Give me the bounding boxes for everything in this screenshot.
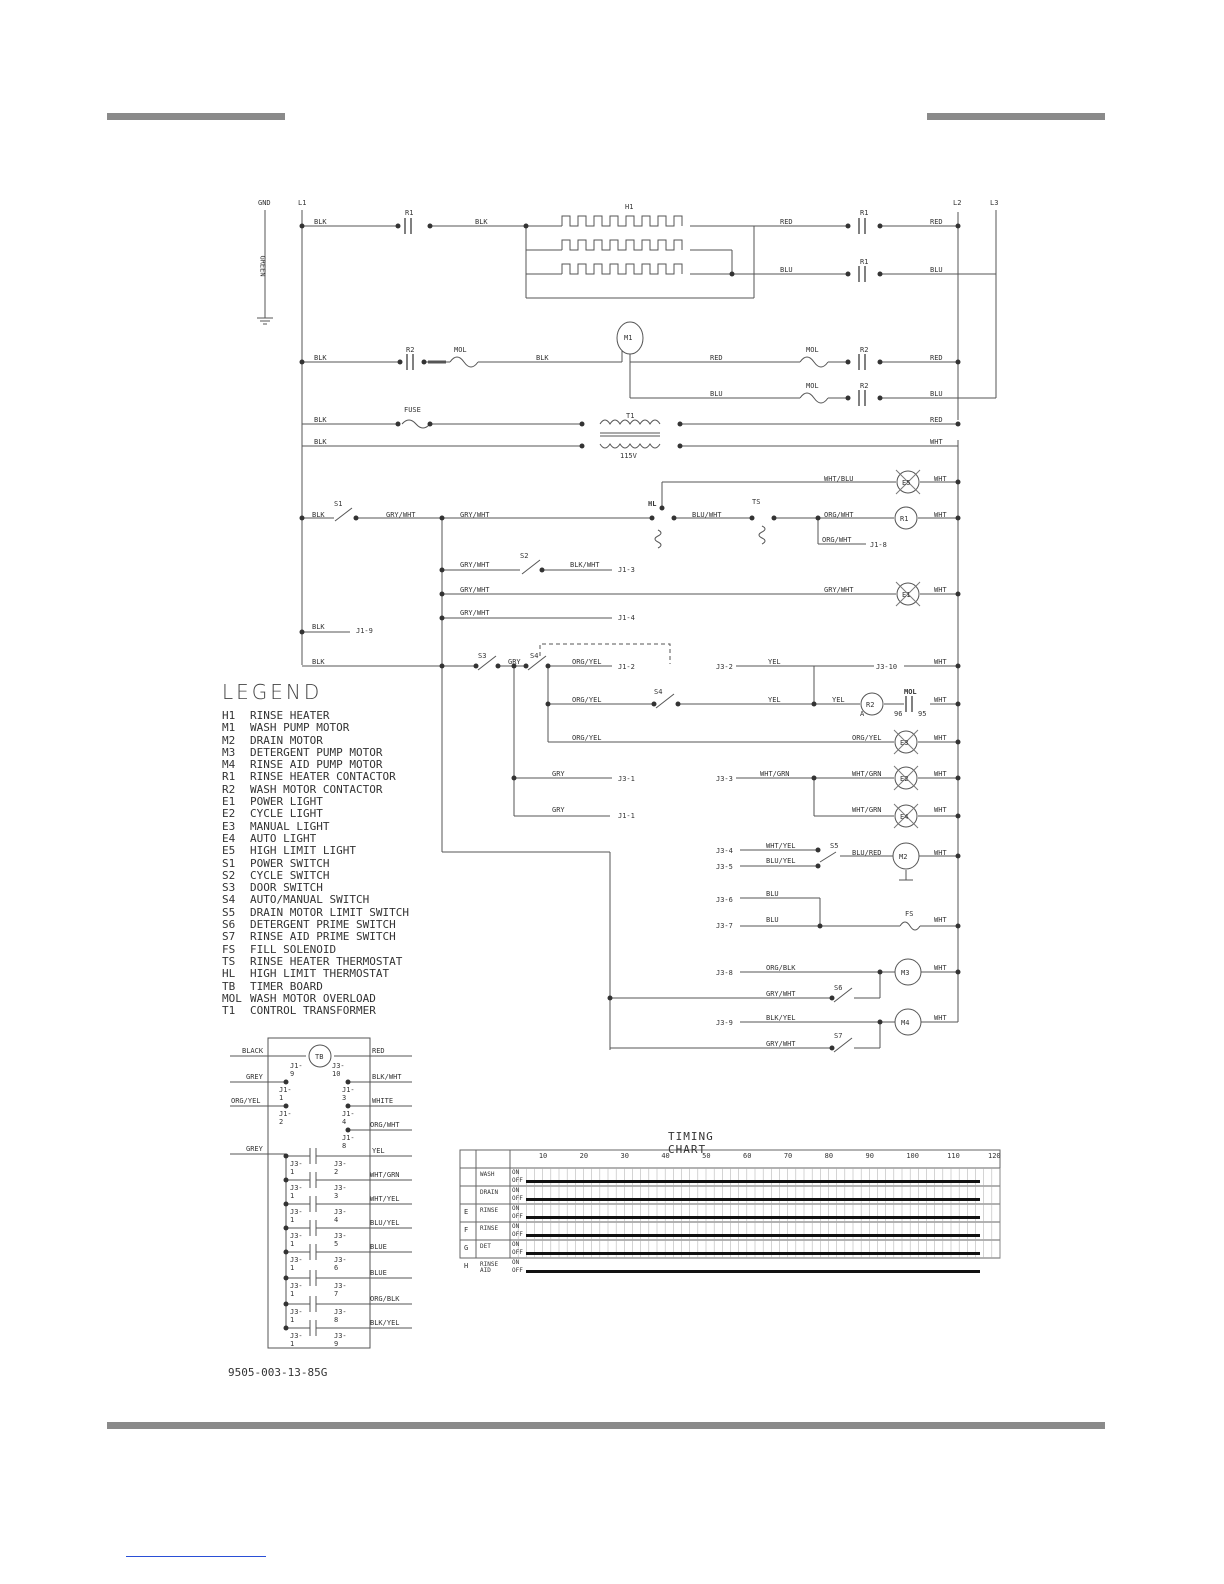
- j3-5-label: J3-5: [716, 863, 733, 871]
- wire-label-blk: BLK: [536, 354, 549, 362]
- tb-j1-8: J1-8: [342, 1134, 355, 1150]
- legend-description: HIGH LIMIT LIGHT: [250, 844, 356, 858]
- timing-tick-label: 50: [702, 1152, 711, 1160]
- mol-label: MOL: [806, 346, 819, 354]
- timing-off-label: OFF: [512, 1177, 523, 1184]
- legend-description: DRAIN MOTOR: [250, 733, 323, 747]
- tb-left-wire-2: ORG/YEL: [231, 1097, 261, 1105]
- legend-code: S4: [222, 893, 236, 907]
- tb-right-wire-7: BLU/YEL: [370, 1219, 400, 1227]
- wire-label-blk: BLK: [314, 354, 327, 362]
- j3-6-label: J3-6: [716, 896, 733, 904]
- legend-description: DOOR SWITCH: [250, 881, 323, 895]
- legend-code: E5: [222, 844, 236, 858]
- tb-j3-9: J3-9: [334, 1332, 347, 1348]
- wire-label-blk: BLK: [312, 511, 325, 519]
- wire-label-blu: BLU: [930, 390, 943, 398]
- tb-right-wire-5: WHT/GRN: [370, 1171, 400, 1179]
- wire-label-gry-wht: GRY/WHT: [824, 586, 854, 594]
- e3-label: E3: [900, 739, 909, 747]
- tb-j3-2: J3-2: [334, 1160, 347, 1176]
- wire-label-red: RED: [930, 416, 943, 424]
- voltage-label: 115V: [620, 452, 637, 460]
- tb-j3-1: J3-1: [290, 1232, 303, 1248]
- tb-j3-1: J3-1: [290, 1256, 303, 1272]
- wire-label-red: RED: [780, 218, 793, 226]
- r2-label: R2: [406, 346, 415, 354]
- wire-label-gry: GRY: [508, 658, 521, 666]
- legend-code: HL: [222, 967, 236, 981]
- t1-label: T1: [626, 412, 635, 420]
- mol-label: MOL: [454, 346, 467, 354]
- mol-label: MOL: [904, 688, 917, 696]
- j3-1-label: J3-1: [618, 775, 635, 783]
- timing-row-name: RINSE: [480, 1225, 499, 1232]
- h1-label: H1: [625, 203, 634, 211]
- wire-label-wht: WHT: [934, 849, 947, 857]
- timing-row-prefix: G: [464, 1244, 469, 1252]
- fuse-label: FUSE: [404, 406, 421, 414]
- wire-label-yel: YEL: [768, 696, 781, 704]
- timing-tick-label: 40: [661, 1152, 670, 1160]
- timing-tick-label: 120: [988, 1152, 1001, 1160]
- legend-description: DETERGENT PUMP MOTOR: [250, 745, 383, 759]
- legend-code: E2: [222, 807, 236, 821]
- legend-code: M2: [222, 733, 236, 747]
- legend-description: CYCLE LIGHT: [250, 807, 323, 821]
- wire-label-wht: WHT: [934, 696, 947, 704]
- r1-label: R1: [900, 515, 909, 523]
- timing-tick-label: 100: [906, 1152, 919, 1160]
- legend-item: [222, 1005, 409, 1017]
- tb-j1-3: J1-3: [342, 1086, 355, 1102]
- legend-description: HIGH LIMIT THERMOSTAT: [250, 967, 390, 981]
- m2-label: M2: [899, 853, 908, 861]
- timing-row-name: WASH: [480, 1171, 495, 1178]
- tb-j3-8: J3-8: [334, 1308, 347, 1324]
- wire-label-wht: WHT: [934, 1014, 947, 1022]
- wire-label-blk: BLK: [312, 623, 325, 631]
- l2-label: L2: [953, 199, 962, 207]
- timing-row-name: RINSE: [480, 1207, 499, 1214]
- terminal-95-label: 95: [918, 710, 927, 718]
- timing-row-prefix: H: [464, 1262, 469, 1270]
- legend-description: AUTO LIGHT: [250, 831, 317, 845]
- tb-left-wire-0: BLACK: [242, 1047, 264, 1055]
- j3-3-label: J3-3: [716, 775, 733, 783]
- s7-label: S7: [834, 1032, 843, 1040]
- mol-label: MOL: [806, 382, 819, 390]
- timing-off-label: OFF: [512, 1195, 523, 1202]
- s5-label: S5: [830, 842, 839, 850]
- tb-j3-6: J3-6: [334, 1256, 347, 1272]
- j1-2-label: J1-2: [618, 663, 635, 671]
- j3-2-label: J3-2: [716, 663, 733, 671]
- fs-label: FS: [905, 910, 914, 918]
- legend-code: R1: [222, 770, 236, 784]
- tb-right-wire-8: BLUE: [370, 1243, 387, 1251]
- wire-label-gry-wht: GRY/WHT: [460, 511, 490, 519]
- wire-label-blu: BLU: [710, 390, 723, 398]
- j3-7-label: J3-7: [716, 922, 733, 930]
- j1-3-label: J1-3: [618, 566, 635, 574]
- tb-j3-3: J3-3: [334, 1184, 347, 1200]
- wire-label-wht: WHT: [934, 511, 947, 519]
- wire-label-gry-wht: GRY/WHT: [386, 511, 416, 519]
- timing-chart-title: TIMING CHART: [668, 1130, 714, 1156]
- legend-description: RINSE AID PRIME SWITCH: [250, 930, 396, 944]
- document-number: 9505-003-13-85G: [228, 1366, 328, 1379]
- s1-label: S1: [334, 500, 343, 508]
- legend-description: TIMER BOARD: [250, 979, 323, 993]
- wire-label-gry-wht: GRY/WHT: [460, 561, 490, 569]
- legend-code: M3: [222, 745, 236, 759]
- timing-tick-label: 90: [865, 1152, 874, 1160]
- wire-label-blu: BLU: [766, 916, 779, 924]
- tb-right-wire-0: RED: [372, 1047, 385, 1055]
- legend-code: MOL: [222, 991, 242, 1005]
- wire-label-org-yel: ORG/YEL: [572, 734, 602, 742]
- timing-on-label: ON: [512, 1259, 520, 1266]
- timing-row-name: RINSE AID: [480, 1261, 499, 1274]
- j1-8-label: J1-8: [870, 541, 887, 549]
- r1-label: R1: [860, 258, 869, 266]
- wire-label-yel: YEL: [768, 658, 781, 666]
- wire-label-wht-grn: WHT/GRN: [852, 806, 882, 814]
- wire-label-gry-wht: GRY/WHT: [460, 586, 490, 594]
- tb-left-wire-1: GREY: [246, 1073, 263, 1081]
- timing-tick-label: 70: [783, 1152, 793, 1160]
- terminal-96-label: 96: [894, 710, 903, 718]
- timing-on-label: ON: [512, 1187, 520, 1194]
- timing-tick-label: 30: [620, 1152, 629, 1160]
- legend-code: E1: [222, 795, 236, 809]
- wire-label-wht-yel: WHT/YEL: [766, 842, 796, 850]
- r2-label: R2: [860, 346, 869, 354]
- tb-right-wire-11: BLK/YEL: [370, 1319, 400, 1327]
- timing-off-label: OFF: [512, 1213, 523, 1220]
- timing-off-label: OFF: [512, 1249, 523, 1256]
- legend-description: DRAIN MOTOR LIMIT SWITCH: [250, 905, 409, 919]
- gnd-label: GND: [258, 199, 271, 207]
- timing-on-label: ON: [512, 1205, 520, 1212]
- tb-j1-2: J1-2: [279, 1110, 292, 1126]
- wire-label-blk-yel: BLK/YEL: [766, 1014, 796, 1022]
- l1-label: L1: [298, 199, 307, 207]
- wire-label-blk-wht: BLK/WHT: [570, 561, 600, 569]
- timing-row-prefix: E: [464, 1208, 469, 1216]
- legend-code: S2: [222, 868, 236, 882]
- e5-label: E5: [902, 479, 911, 487]
- wire-label-blu: BLU: [780, 266, 793, 274]
- legend-description: RINSE HEATER THERMOSTAT: [250, 954, 403, 968]
- wire-label-org-wht: ORG/WHT: [822, 536, 852, 544]
- j1-9-label: J1-9: [356, 627, 373, 635]
- j1-4-label: J1-4: [618, 614, 635, 622]
- tb-right-wire-1: BLK/WHT: [372, 1073, 402, 1081]
- legend-code: R2: [222, 782, 236, 796]
- wire-label-blk: BLK: [314, 438, 327, 446]
- tb-left-wire-3: GREY: [246, 1145, 263, 1153]
- timing-tick-label: 20: [579, 1152, 589, 1160]
- legend-description: RINSE HEATER: [250, 709, 330, 722]
- tb-j3-4: J3-4: [334, 1208, 347, 1224]
- timing-off-label: OFF: [512, 1267, 523, 1274]
- j3-10-label: J3-10: [876, 663, 898, 671]
- timing-tick-label: 110: [947, 1152, 960, 1160]
- s4-label: S4: [654, 688, 663, 696]
- wire-label-wht-blu: WHT/BLU: [824, 475, 854, 483]
- wire-label-blk: BLK: [314, 416, 327, 424]
- tb-j3-1: J3-1: [290, 1160, 303, 1176]
- timing-on-label: ON: [512, 1241, 520, 1248]
- legend-code: E3: [222, 819, 236, 833]
- tb-j1-1: J1-1: [279, 1086, 292, 1102]
- wire-label-blu-yel: BLU/YEL: [766, 857, 796, 865]
- s4-label: S4: [530, 652, 539, 660]
- wire-label-blu-red: BLU/RED: [852, 849, 882, 857]
- tb-right-wire-6: WHT/YEL: [370, 1195, 400, 1203]
- tb-j3-1: J3-1: [290, 1308, 303, 1324]
- wire-label-org-yel: ORG/YEL: [572, 696, 602, 704]
- s2-label: S2: [520, 552, 529, 560]
- legend-description: RINSE AID PUMP MOTOR: [250, 758, 383, 772]
- ts-label: TS: [752, 498, 761, 506]
- legend-description: CYCLE SWITCH: [250, 868, 330, 882]
- timing-tick-label: 80: [824, 1152, 834, 1160]
- wire-label-wht: WHT: [934, 475, 947, 483]
- timing-off-label: OFF: [512, 1231, 523, 1238]
- r1-label: R1: [860, 209, 869, 217]
- wire-label-org-yel: ORG/YEL: [852, 734, 882, 742]
- legend-description: WASH PUMP MOTOR: [250, 721, 350, 735]
- legend-description: AUTO/MANUAL SWITCH: [250, 893, 370, 907]
- legend-code: S3: [222, 881, 236, 895]
- tb-label: TB: [315, 1053, 324, 1061]
- wire-label-wht: WHT: [934, 964, 947, 972]
- wire-label-gry: GRY: [552, 770, 565, 778]
- j3-9-label: J3-9: [716, 1019, 733, 1027]
- wire-label-wht-grn: WHT/GRN: [760, 770, 790, 778]
- legend-code: TB: [222, 979, 236, 993]
- legend-description: WASH MOTOR OVERLOAD: [250, 991, 376, 1005]
- green-label: GREEN: [258, 255, 267, 277]
- timing-on-label: ON: [512, 1223, 520, 1230]
- tb-j1-9: J1-9: [290, 1062, 303, 1078]
- legend-description: DETERGENT PRIME SWITCH: [250, 918, 396, 932]
- e4-label: E4: [900, 813, 909, 821]
- r2-coil-label: R2: [866, 701, 875, 709]
- j3-8-label: J3-8: [716, 969, 733, 977]
- wire-label-wht: WHT: [934, 734, 947, 742]
- legend-code: TS: [222, 954, 236, 968]
- wire-label-blu-wht: BLU/WHT: [692, 511, 722, 519]
- legend-code: T1: [222, 1004, 236, 1018]
- m3-label: M3: [901, 969, 910, 977]
- tb-right-wire-2: WHITE: [372, 1097, 394, 1105]
- tb-j1-4: J1-4: [342, 1110, 355, 1126]
- tb-j3-1: J3-1: [290, 1282, 303, 1298]
- wire-label-blk: BLK: [314, 218, 327, 226]
- timing-on-label: ON: [512, 1169, 520, 1176]
- tb-right-wire-9: BLUE: [370, 1269, 387, 1277]
- legend-description: WASH MOTOR CONTACTOR: [250, 782, 383, 796]
- legend-description: FILL SOLENOID: [250, 942, 337, 956]
- wire-label-org-wht: ORG/WHT: [824, 511, 854, 519]
- wire-label-gry-wht: GRY/WHT: [766, 1040, 796, 1048]
- tb-j3-5: J3-5: [334, 1232, 347, 1248]
- wire-label-wht: WHT: [934, 806, 947, 814]
- legend-description: CONTROL TRANSFORMER: [250, 1004, 376, 1018]
- m4-label: M4: [901, 1019, 910, 1027]
- legend-code: E4: [222, 831, 236, 845]
- wire-label-wht: WHT: [934, 770, 947, 778]
- legend-code: S5: [222, 905, 236, 919]
- legend-code: S7: [222, 930, 236, 944]
- wire-label-gry-wht: GRY/WHT: [766, 990, 796, 998]
- j3-4-label: J3-4: [716, 847, 733, 855]
- legend-description: POWER SWITCH: [250, 856, 330, 870]
- e1-label: E1: [902, 591, 911, 599]
- tb-j3-7: J3-7: [334, 1282, 347, 1298]
- l3-label: L3: [990, 199, 999, 207]
- m1-label: M1: [624, 334, 633, 342]
- timing-row-name: DRAIN: [480, 1189, 499, 1196]
- wire-label-org-yel: ORG/YEL: [572, 658, 602, 666]
- r2-label: R2: [860, 382, 869, 390]
- wire-label-gry-wht: GRY/WHT: [460, 609, 490, 617]
- tb-right-wire-10: ORG/BLK: [370, 1295, 400, 1303]
- timing-tick-label: 10: [538, 1152, 548, 1160]
- tb-j3-1: J3-1: [290, 1208, 303, 1224]
- wire-label-wht: WHT: [934, 916, 947, 924]
- legend-code: M4: [222, 758, 236, 772]
- tb-right-wire-4: YEL: [372, 1147, 385, 1155]
- tb-j3-1: J3-1: [290, 1184, 303, 1200]
- wire-label-yel: YEL: [832, 696, 845, 704]
- wire-label-red: RED: [930, 218, 943, 226]
- wire-label-wht-grn: WHT/GRN: [852, 770, 882, 778]
- tb-j3-10: J3-10: [332, 1062, 345, 1078]
- wire-label-org-blk: ORG/BLK: [766, 964, 796, 972]
- wire-label-wht: WHT: [930, 438, 943, 446]
- hl-label: HL: [648, 500, 657, 508]
- s3-label: S3: [478, 652, 487, 660]
- legend-description: POWER LIGHT: [250, 795, 323, 809]
- e2-label: E2: [900, 775, 909, 783]
- legend-description: RINSE HEATER CONTACTOR: [250, 770, 396, 784]
- timing-tick-label: 60: [743, 1152, 752, 1160]
- timing-row-prefix: F: [464, 1226, 469, 1234]
- tb-right-wire-3: ORG/WHT: [370, 1121, 400, 1129]
- legend-description: MANUAL LIGHT: [250, 819, 330, 833]
- wire-label-gry: GRY: [552, 806, 565, 814]
- legend-code: H1: [222, 709, 236, 722]
- legend-title: LEGEND: [222, 680, 323, 704]
- legend-list: [222, 710, 409, 1017]
- j1-1-label: J1-1: [618, 812, 635, 820]
- terminal-a-label: A: [860, 710, 865, 718]
- wire-label-red: RED: [930, 354, 943, 362]
- legend-code: S1: [222, 856, 236, 870]
- wire-label-wht: WHT: [934, 586, 947, 594]
- r1-label: R1: [405, 209, 414, 217]
- legend-code: S6: [222, 918, 236, 932]
- legend-code: FS: [222, 942, 236, 956]
- wire-label-blu: BLU: [930, 266, 943, 274]
- wire-label-blk: BLK: [475, 218, 488, 226]
- wire-label-blu: BLU: [766, 890, 779, 898]
- s6-label: S6: [834, 984, 843, 992]
- timing-row-name: DET: [480, 1243, 491, 1250]
- tb-j3-1: J3-1: [290, 1332, 303, 1348]
- wire-label-red: RED: [710, 354, 723, 362]
- wire-label-wht: WHT: [934, 658, 947, 666]
- wire-label-blk: BLK: [312, 658, 325, 666]
- legend-code: M1: [222, 721, 236, 735]
